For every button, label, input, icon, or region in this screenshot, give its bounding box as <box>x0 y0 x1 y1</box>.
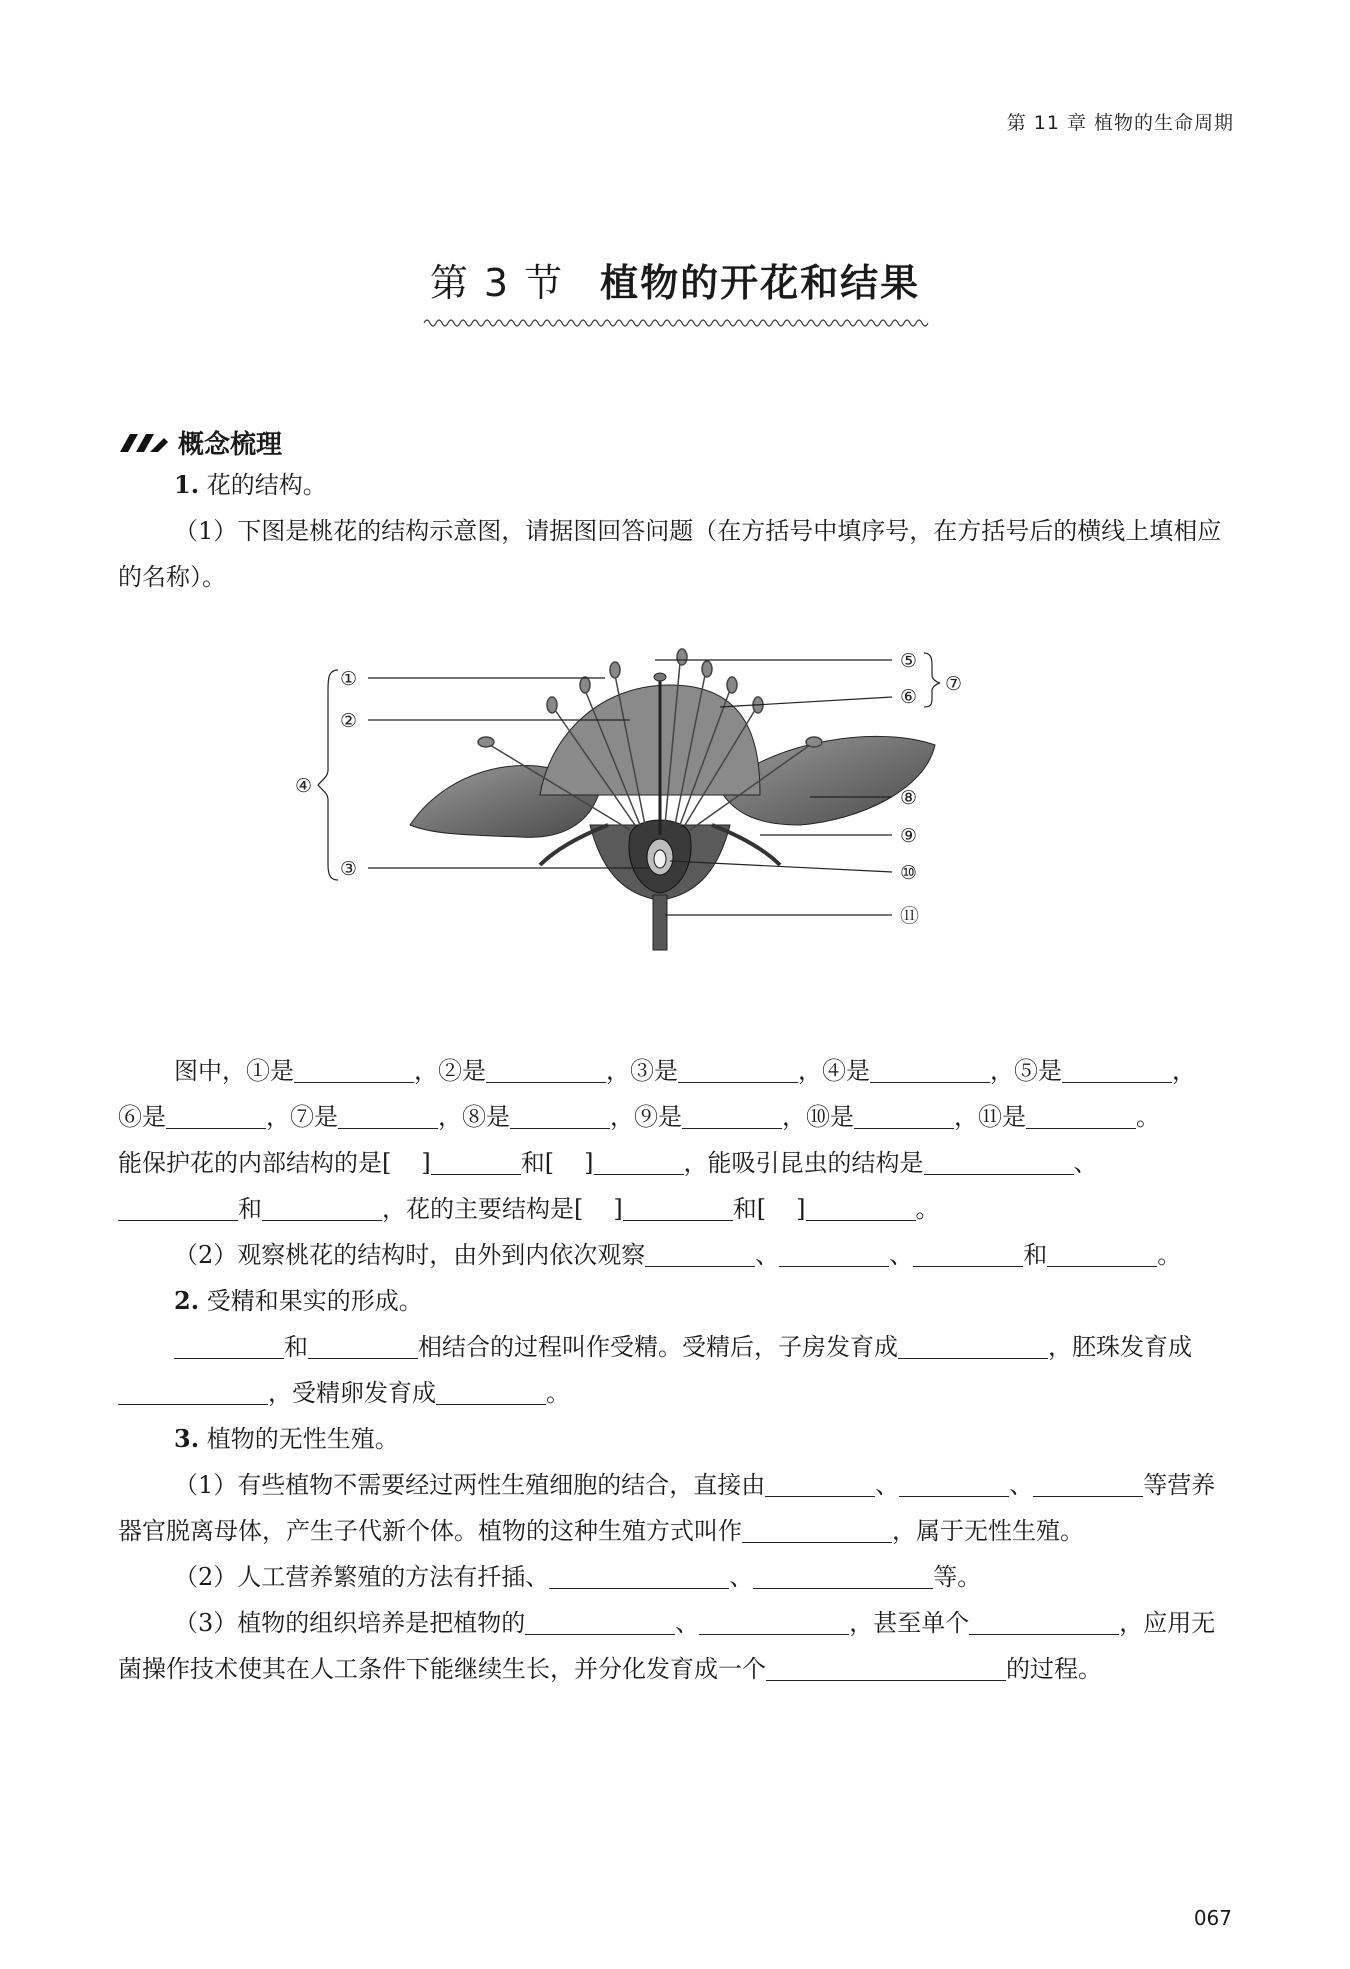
blank-21[interactable] <box>913 1238 1023 1267</box>
label-8: ⑧ <box>900 787 918 809</box>
label-9: ⑨ <box>900 825 918 847</box>
blank-14[interactable] <box>924 1146 1074 1175</box>
page-number: 067 <box>1193 1906 1232 1930</box>
blank-22[interactable] <box>1047 1238 1157 1267</box>
blank-19[interactable] <box>645 1238 755 1267</box>
blank-8[interactable] <box>510 1100 610 1129</box>
blank-12[interactable] <box>431 1146 521 1175</box>
blank-9[interactable] <box>682 1100 782 1129</box>
flower-drawing <box>410 649 935 950</box>
blank-27[interactable] <box>436 1376 546 1405</box>
blank-3[interactable] <box>678 1054 798 1083</box>
q1-intro <box>118 462 1236 600</box>
blank-16[interactable] <box>262 1192 382 1221</box>
blank-10[interactable] <box>854 1100 954 1129</box>
blank-2[interactable] <box>486 1054 606 1083</box>
blank-29[interactable] <box>899 1468 1009 1497</box>
blank-30[interactable] <box>1033 1468 1143 1497</box>
fig-line-1: 图中，①是 ，②是 ，③是 ，④是 ，⑤是 ， <box>118 1048 1236 1094</box>
q3-sub3: （3）植物的组织培养是把植物的 、 ，甚至单个 ，应用无菌操作技术使其在人工条件下能继续生长，并分化发育成一个 的过程。 <box>118 1600 1236 1692</box>
q2-heading: 2. 受精和果实的形成。 <box>174 1286 423 1315</box>
blank-4[interactable] <box>870 1054 990 1083</box>
blank-24[interactable] <box>308 1330 418 1359</box>
fig-line-2: ⑥是 ，⑦是 ，⑧是 ，⑨是 ，⑩是 ，⑪是 。 <box>118 1094 1236 1140</box>
blank-6[interactable] <box>166 1100 266 1129</box>
blank-26[interactable] <box>118 1376 268 1405</box>
q3-sub1: （1）有些植物不需要经过两性生殖细胞的结合，直接由 、 、 等营养器官脱离母体，产生子代新个体。植物的这种生殖方式叫作 ，属于无性生殖。 <box>118 1462 1236 1554</box>
label-11: ⑪ <box>900 905 920 927</box>
q3-heading: 3. 植物的无性生殖。 <box>174 1424 399 1453</box>
peach-flower-diagram <box>295 625 1020 975</box>
q2-line-1: 和 相结合的过程叫作受精。受精后，子房发育成 ，胚珠发育成，受精卵发育成 。 <box>118 1324 1236 1416</box>
blank-11[interactable] <box>1026 1100 1136 1129</box>
blank-15[interactable] <box>118 1192 238 1221</box>
blank-33[interactable] <box>753 1560 933 1589</box>
q1-blanks <box>118 1048 1236 1692</box>
label-6: ⑥ <box>900 686 918 708</box>
label-2: ② <box>340 710 358 732</box>
q3-sub2: （2）人工营养繁殖的方法有扦插、 、 等。 <box>118 1554 1236 1600</box>
concept-heading <box>118 424 282 461</box>
label-1: ① <box>340 668 358 690</box>
section-title <box>0 252 1350 307</box>
label-4: ④ <box>295 775 313 797</box>
blank-25[interactable] <box>898 1330 1048 1359</box>
blank-18[interactable] <box>806 1192 916 1221</box>
blank-28[interactable] <box>765 1468 875 1497</box>
chapter-header: 第 11 章 植物的生命周期 <box>1006 112 1234 134</box>
label-7: ⑦ <box>945 673 963 695</box>
q1-heading: 1. 花的结构。 <box>174 470 327 499</box>
blank-13[interactable] <box>594 1146 684 1175</box>
q1-sub2: （2）观察桃花的结构时，由外到内依次观察 、 、 和 。 <box>118 1232 1236 1278</box>
q1-sub1-intro: （1）下图是桃花的结构示意图，请据图回答问题（在方括号中填序号，在方括号后的横线上填相应的名称）。 <box>118 517 1222 591</box>
blank-23[interactable] <box>174 1330 284 1359</box>
fig-line-3: 能保护花的内部结构的是[ ] 和[ ] ，能吸引昆虫的结构是 、 <box>118 1140 1236 1186</box>
blank-1[interactable] <box>294 1054 414 1083</box>
label-5: ⑤ <box>900 650 918 672</box>
concept-heading-text: 概念梳理 <box>178 430 283 460</box>
label-10: ⑩ <box>900 862 918 884</box>
slash-marker-icon <box>118 432 170 454</box>
fig-line-4: 和 ，花的主要结构是[ ] 和[ ] 。 <box>118 1186 1236 1232</box>
blank-31[interactable] <box>742 1514 892 1543</box>
blank-32[interactable] <box>549 1560 729 1589</box>
section-name: 植物的开花和结果 <box>600 261 921 305</box>
section-number: 第 3 节 <box>429 261 565 305</box>
blank-7[interactable] <box>338 1100 438 1129</box>
blank-20[interactable] <box>779 1238 889 1267</box>
blank-35[interactable] <box>699 1606 849 1635</box>
blank-34[interactable] <box>525 1606 675 1635</box>
blank-37[interactable] <box>766 1652 1006 1681</box>
label-3: ③ <box>340 858 358 880</box>
blank-17[interactable] <box>623 1192 733 1221</box>
blank-5[interactable] <box>1062 1054 1172 1083</box>
blank-36[interactable] <box>969 1606 1119 1635</box>
title-wave-divider <box>424 316 924 330</box>
